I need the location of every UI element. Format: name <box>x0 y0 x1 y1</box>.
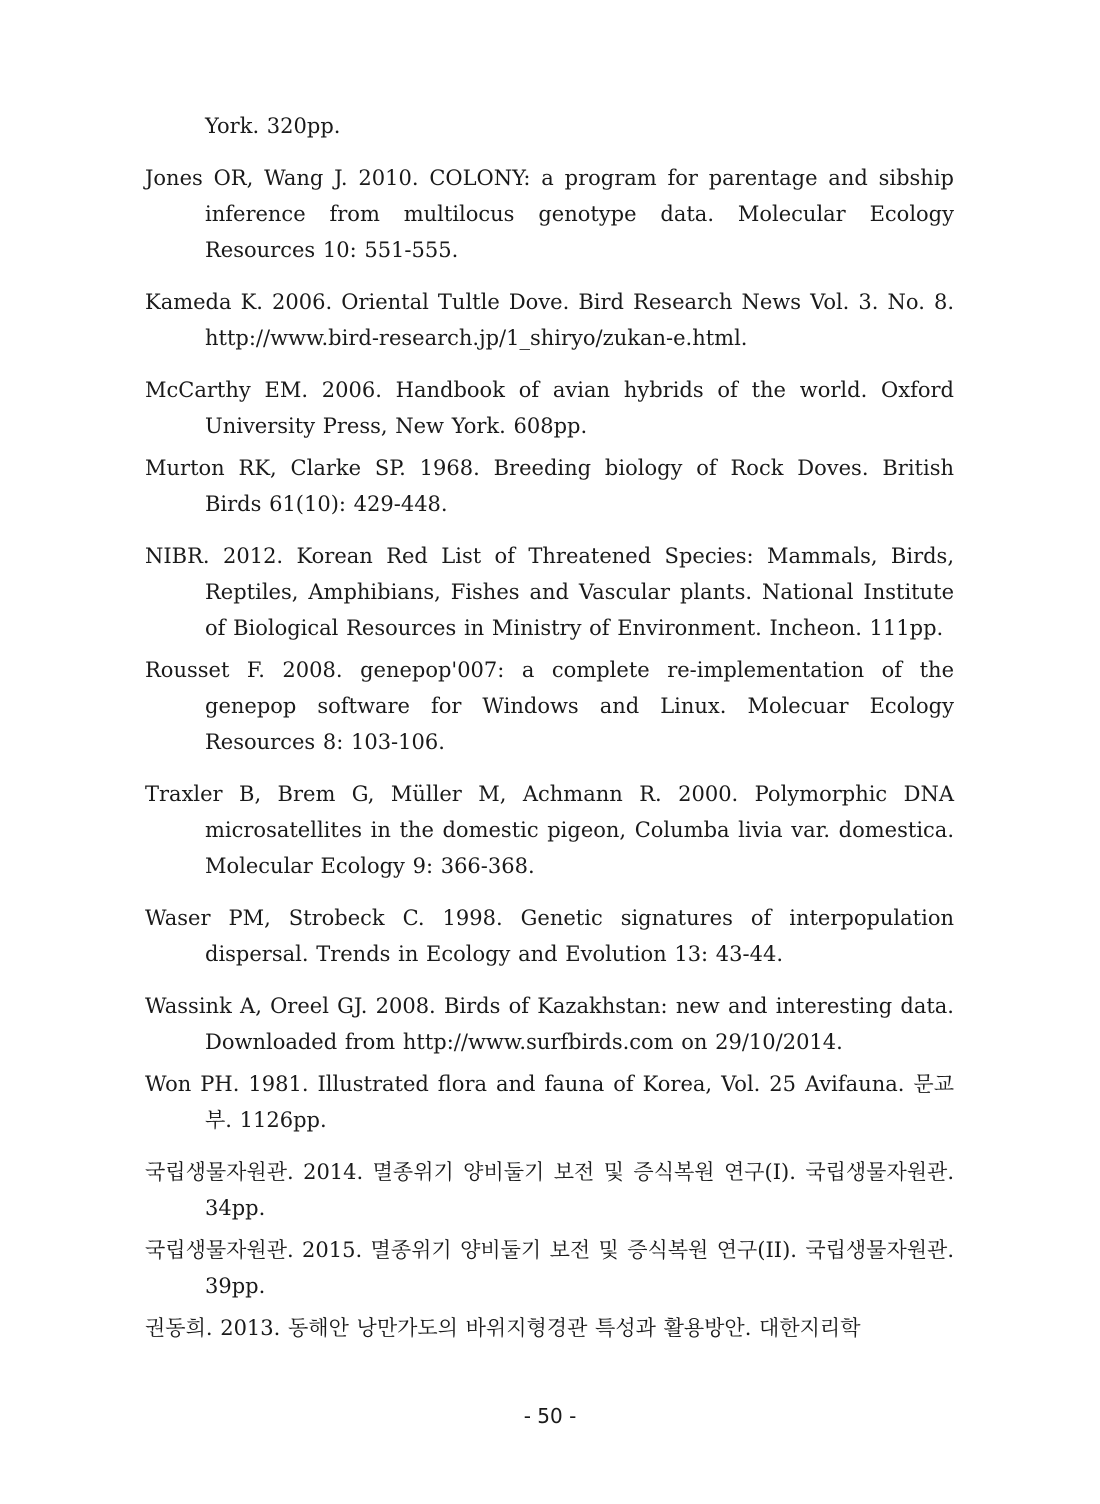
reference-entry: NIBR. 2012. Korean Red List of Threatened Species: Mammals, Birds, Reptiles, Amphibians, Fishes and Vascular plants. National Institute of Biological Resources in Ministry of Environment. Incheon. 111pp. <box>145 544 954 640</box>
reference-entry: 권동희. 2013. 동해안 낭만가도의 바위지형경관 특성과 활용방안. 대한지리학 <box>145 1316 861 1340</box>
page-number: - 50 - <box>523 1404 577 1428</box>
reference-entry: Murton RK, Clarke SP. 1968. Breeding biology of Rock Doves. British Birds 61(10): 429-448. <box>145 456 954 516</box>
reference-entry: McCarthy EM. 2006. Handbook of avian hybrids of the world. Oxford University Press, New York. 608pp. <box>145 378 954 438</box>
reference-entry: Wassink A, Oreel GJ. 2008. Birds of Kazakhstan: new and interesting data. Downloaded from http://www.surfbirds.com on 29/10/2014. <box>145 994 954 1054</box>
reference-entry: Traxler B, Brem G, Müller M, Achmann R. 2000. Polymorphic DNA microsatellites in the domestic pigeon, Columba livia var. domestica. Molecular Ecology 9: 366-368. <box>145 782 954 878</box>
reference-entry: 국립생물자원관. 2014. 멸종위기 양비둘기 보전 및 증식복원 연구(I). 국립생물자원관. 34pp. <box>145 1160 954 1220</box>
reference-entry: Waser PM, Strobeck C. 1998. Genetic signatures of interpopulation dispersal. Trends in Ecology and Evolution 13: 43-44. <box>145 906 954 966</box>
reference-entry: Rousset F. 2008. genepop'007: a complete re-implementation of the genepop software for Windows and Linux. Molecuar Ecology Resources 8: 103-106. <box>145 658 954 754</box>
reference-entry: Jones OR, Wang J. 2010. COLONY: a program for parentage and sibship inference from multilocus genotype data. Molecular Ecology Resources 10: 551-555. <box>145 166 954 262</box>
reference-list <box>145 108 954 1362</box>
reference-entry: York. 320pp. <box>205 114 341 138</box>
reference-entry: 국립생물자원관. 2015. 멸종위기 양비둘기 보전 및 증식복원 연구(II). 국립생물자원관. 39pp. <box>145 1238 954 1298</box>
reference-entry: Kameda K. 2006. Oriental Tultle Dove. Bird Research News Vol. 3. No. 8. http://www.bird-research.jp/1_shiryo/zukan-e.html. <box>145 290 954 350</box>
reference-entry: Won PH. 1981. Illustrated flora and fauna of Korea, Vol. 25 Avifauna. 문교부. 1126pp. <box>145 1072 954 1132</box>
